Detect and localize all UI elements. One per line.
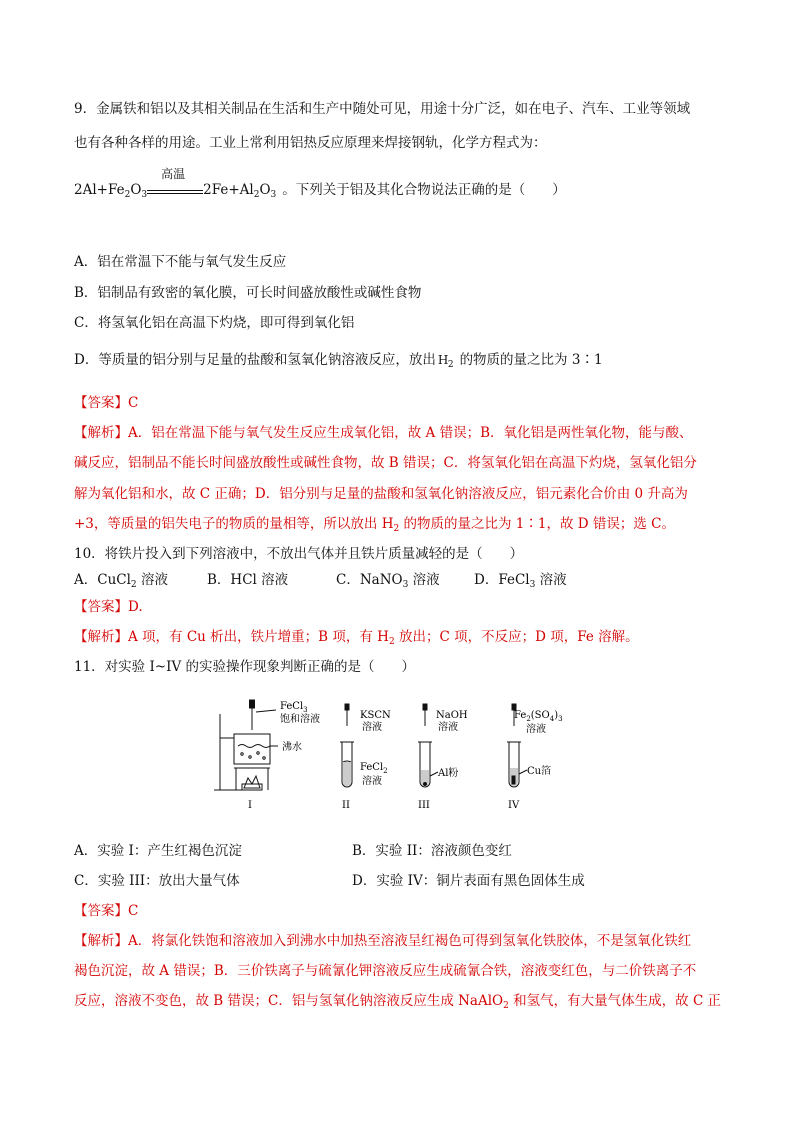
q9-stem-line2: 也有各种各样的用途。工业上常利用铝热反应原理来焊接钢轨，化学方程式为： — [74, 135, 547, 151]
cu-foil-label: Cu箔 — [527, 766, 552, 777]
kscn-solution-label: 溶液 — [362, 722, 382, 733]
q11-option-a: A．实验 I：产生红褐色沉淀 — [74, 843, 242, 859]
fecl2-solution-label: 溶液 — [362, 776, 382, 787]
kscn-label: KSCN — [360, 710, 391, 721]
q11-analysis-line2: 褐色沉淀，故 A 错误；B．三价铁离子与硫氰化钾溶液反应生成硫氰合铁，溶液变红色，与二价铁离子不 — [74, 963, 697, 979]
apparatus-II — [340, 704, 354, 787]
q11-analysis-line1: 【解析】A．将氯化铁饱和溶液加入到沸水中加热至溶液呈红褐色可得到氢氧化铁胶体，不是氢氧化铁红 — [74, 933, 692, 949]
apparatus-III — [418, 704, 438, 787]
fecl2-label: FeCl$_2$ — [360, 762, 388, 775]
q11-answer: 【答案】C — [74, 903, 139, 919]
q9-analysis-line1: 【解析】A．铝在常温下能与氧气发生反应生成氧化铝，故 A 错误；B．氧化铝是两性氧化物，能与酸、 — [74, 425, 693, 441]
q10-option-b: B．HCl 溶液 — [207, 572, 289, 588]
q9-option-b: B．铝制品有致密的氧化膜，可长时间盛放酸性或碱性食物 — [74, 285, 422, 301]
q9-analysis-line2: 碱反应，铝制品不能长时间盛放酸性或碱性食物，故 B 错误；C．将氢氧化铝在高温下灼烧，氢氧化铝分 — [74, 455, 697, 471]
q9-equation: $2Al+Fe_2O_3$ 高温 $2Fe+Al_2O_3$ 。下列关于铝及其化合物说法正确的是（ ） — [74, 166, 566, 200]
q11-option-d: D．实验 IV：铜片表面有黑色固体生成 — [352, 873, 585, 889]
label-IV: IV — [508, 800, 520, 811]
al-powder-label: Al粉 — [438, 768, 459, 779]
q9-stem-line1: 9．金属铁和铝以及其相关制品在生活和生产中随处可见，用途十分广泛，如在电子、汽车、工业等领域 — [74, 101, 691, 117]
q11-analysis-line3: 反应，溶液不变色，故 B 错误；C．铝与氢氧化钠溶液反应生成 NaAlO$_2$ 和氢气，有大量气体生成，故 C 正 — [74, 993, 722, 1011]
q9-option-a: A．铝在常温下不能与氧气发生反应 — [74, 254, 287, 270]
q10-option-d: D．FeCl$_3$ 溶液 — [474, 572, 567, 590]
q9-option-d: D．等质量的铝分别与足量的盐酸和氢氧化钠溶液反应，放出 H $_2$ 的物质的量之比为 3∶1 — [74, 352, 603, 370]
q10-option-a: A．CuCl$_2$ 溶液 — [74, 572, 168, 590]
fe2so43-solution-label: 溶液 — [526, 724, 546, 735]
apparatus-I — [214, 700, 278, 790]
naoh-solution-label: 溶液 — [438, 722, 458, 733]
q11-option-b: B．实验 II：溶液颜色变红 — [352, 843, 512, 859]
experiment-figure — [212, 696, 572, 814]
q10-stem: 10．将铁片投入到下列溶液中，不放出气体并且铁片质量减轻的是（ ） — [74, 546, 524, 562]
fecl3-label: FeCl$_3$ — [280, 701, 308, 714]
label-II: II — [342, 800, 350, 811]
reaction-arrow: 高温 — [147, 181, 203, 201]
q9-analysis-line3: 解为氧化铝和水，故 C 正确；D．铝分别与足量的盐酸和氢氧化钠溶液反应，铝元素化合价由 0 升高为 — [74, 486, 688, 502]
boiling-water-label: 沸水 — [282, 742, 302, 753]
q10-option-c: C．NaNO$_3$ 溶液 — [336, 572, 440, 590]
saturated-solution-label: 饱和溶液 — [280, 714, 320, 725]
q10-analysis: 【解析】A 项，有 Cu 析出，铁片增重；B 项，有 $H_2$ 放出；C 项，不反应；D 项，Fe 溶解。 — [74, 629, 639, 647]
naoh-label: NaOH — [436, 710, 468, 721]
q11-option-c: C．实验 III：放出大量气体 — [74, 873, 240, 889]
label-III: III — [418, 800, 430, 811]
fe2so43-label: $Fe_2(SO_4)_3$ — [514, 710, 563, 723]
q9-analysis-line4: +3，等质量的铝失电子的物质的量相等，所以放出 $H_2$ 的物质的量之比为 1∶1，故 D 错误；选 C。 — [74, 516, 675, 534]
q10-answer: 【答案】D. — [74, 599, 143, 615]
q9-option-c: C．将氢氧化铝在高温下灼烧，即可得到氧化铝 — [74, 315, 355, 331]
label-I: I — [248, 800, 252, 811]
q11-stem: 11．对实验 I~IV 的实验操作现象判断正确的是（ ） — [74, 659, 415, 675]
q9-answer: 【答案】C — [74, 395, 139, 411]
